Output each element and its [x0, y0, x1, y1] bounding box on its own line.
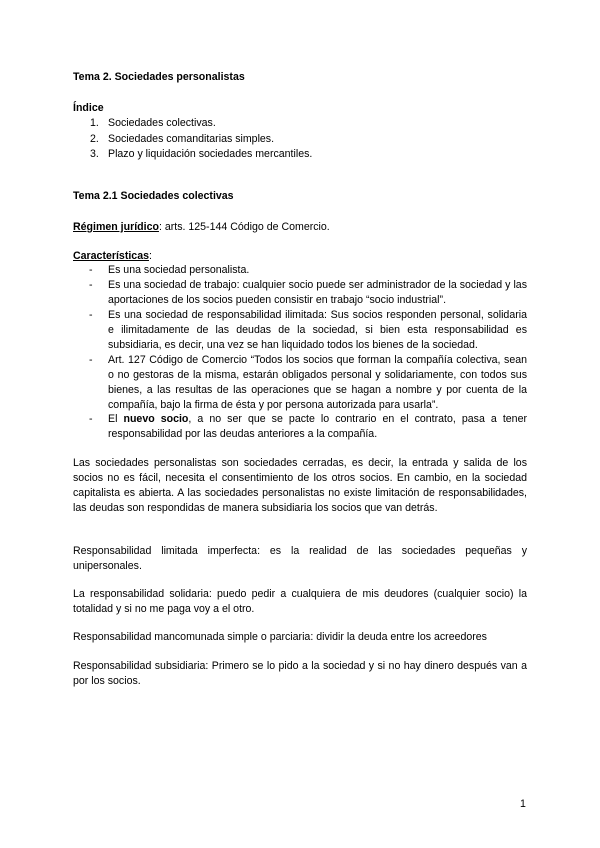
paragraph: La responsabilidad solidaria: puedo pedir a cualquiera de mis deudores (cualquier socio) la totalidad y si no me paga voy a el otro. [73, 588, 527, 615]
nuevo-socio-bold: nuevo socio [123, 413, 189, 425]
paragraph: Responsabilidad subsidiaria: Primero se lo pido a la sociedad y si no hay dinero después van a por los socios. [73, 660, 527, 687]
paragraph: Responsabilidad mancomunada simple o parciaria: dividir la deuda entre los acreedores [73, 631, 487, 643]
paragraph: Responsabilidad limitada imperfecta: es la realidad de las sociedades pequeñas y unipersonales. [73, 545, 527, 572]
index-item: 1. Sociedades colectivas. [90, 117, 216, 129]
caracteristicas-label: Características [73, 250, 149, 262]
caracteristicas-heading: Características: [73, 250, 152, 262]
index-item: 2. Sociedades comanditarias simples. [90, 132, 275, 145]
page-number: 1 [520, 798, 526, 810]
index-list [90, 116, 312, 163]
document-title: Tema 2. Sociedades personalistas [73, 71, 245, 83]
paragraph: Las sociedades personalistas son sociedades cerradas, es decir, la entrada y salida de los socios no es fácil, necesita el consentimiento de los otros socios. En cambio, en la sociedad capitalista es abierta. A las sociedades personalistas no existe limitación de responsabilidades, las deudas son respondidas de manera subsidiaria los socios que van detrás. [73, 457, 527, 514]
regimen-label: Régimen jurídico [73, 221, 159, 233]
index-item: 3. Plazo y liquidación sociedades mercantiles. [90, 148, 313, 160]
regimen-juridico [73, 220, 330, 235]
section-title: Tema 2.1 Sociedades colectivas [73, 190, 234, 202]
regimen-text: : arts. 125-144 Código de Comercio. [158, 221, 330, 233]
index-heading: Índice [73, 102, 104, 114]
